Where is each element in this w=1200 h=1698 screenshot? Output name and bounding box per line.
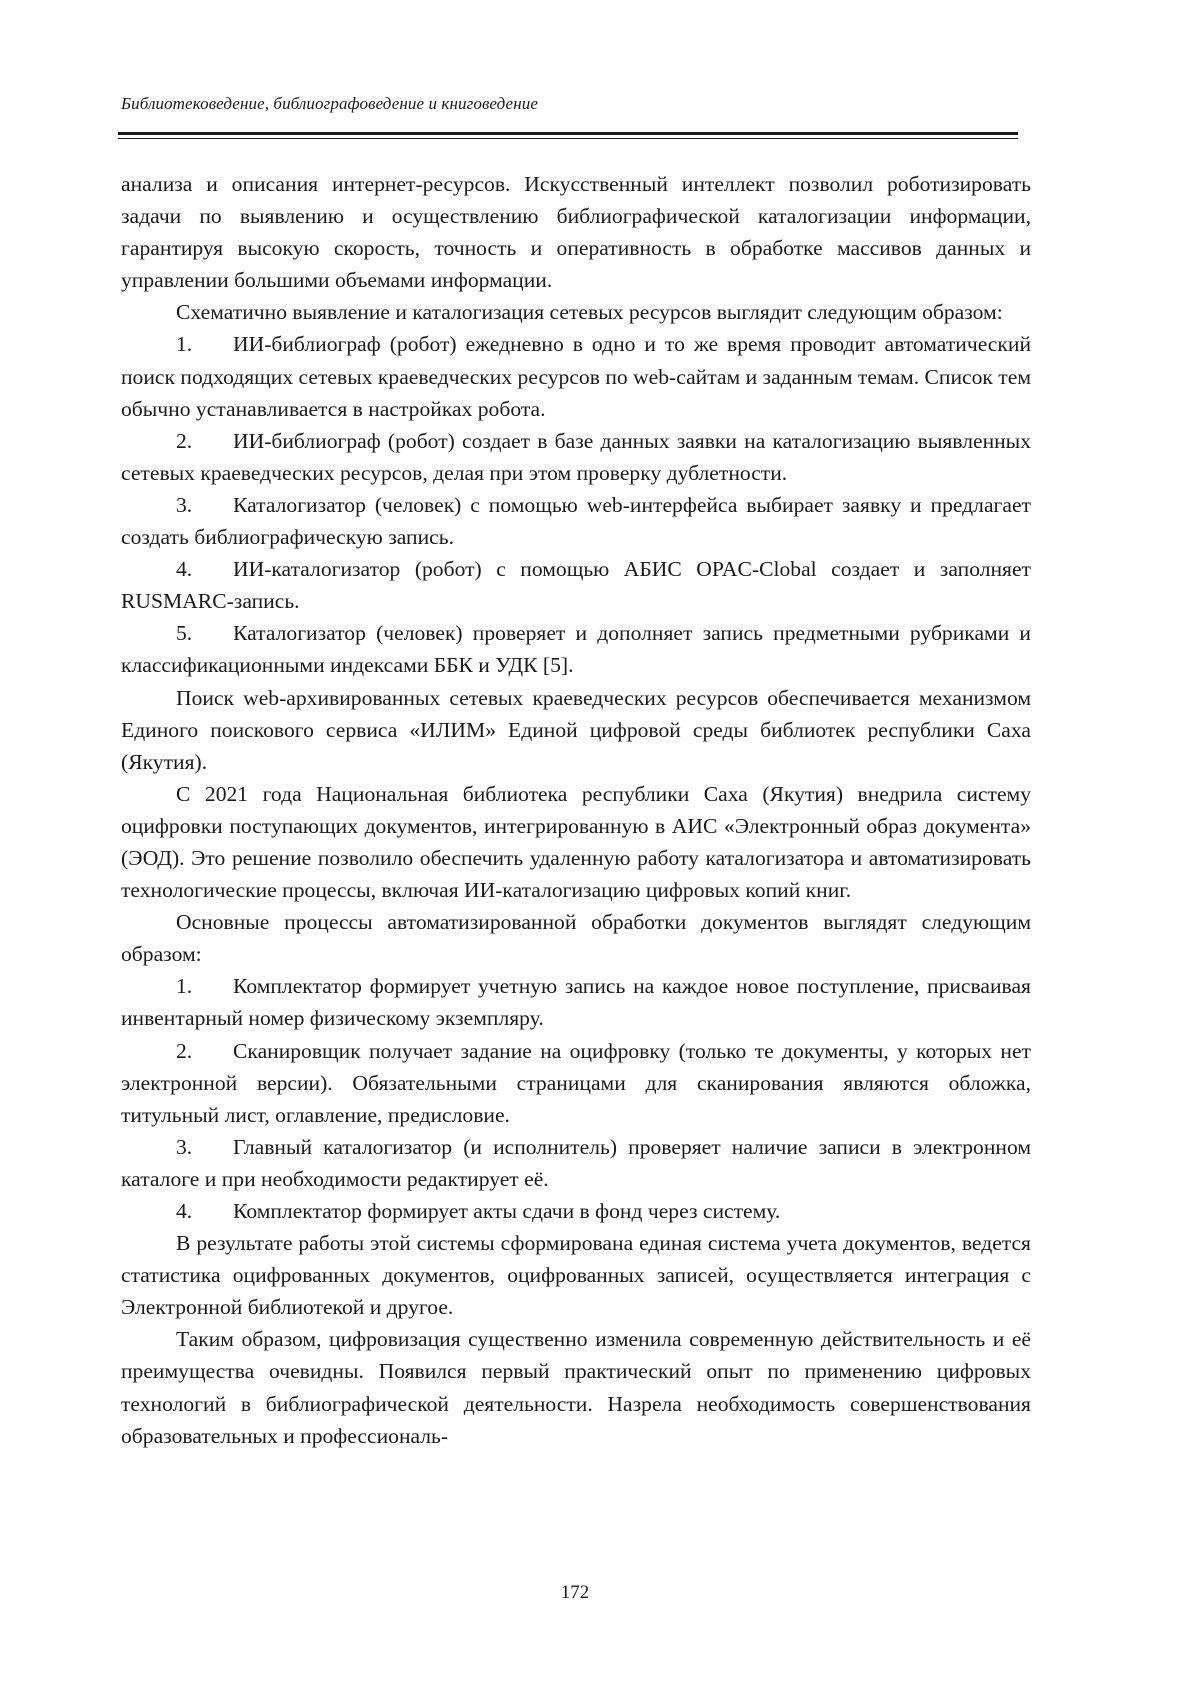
list-text: Главный каталогизатор (и исполнитель) проверяет наличие записи в электронном каталоге и при необходимости редактирует её. bbox=[121, 1134, 1031, 1191]
list-number: 4. bbox=[176, 557, 193, 582]
list1-item-2 bbox=[121, 425, 1031, 489]
list-number: 3. bbox=[176, 492, 193, 517]
page-number: 172 bbox=[560, 1582, 590, 1603]
list-number: 3. bbox=[176, 1134, 193, 1159]
paragraph-6: В результате работы этой системы сформирована единая система учета документов, ведется статистика оцифрованных документов, оцифрованных записей, осуществляется интеграция с Электронной библиотекой и другое. bbox=[121, 1231, 1031, 1320]
paragraph-5: Основные процессы автоматизированной обработки документов выглядят следующим образом: bbox=[121, 910, 1031, 967]
paragraph-1: анализа и описания интернет-ресурсов. Искусственный интеллект позволил роботизировать задачи по выявлению и осуществлению библиографической каталогизации информации, гарантируя высокую скорость, точность и оперативность в обработке массивов данных и управлении большими объемами информации. bbox=[121, 172, 1031, 293]
running-head: Библиотековедение, библиографоведение и книговедение bbox=[121, 94, 538, 113]
list-number: 5. bbox=[176, 621, 193, 646]
list-text: Комплектатор формирует акты сдачи в фонд через систему. bbox=[233, 1199, 781, 1223]
paragraph-3: Поиск web-архивированных сетевых краеведческих ресурсов обеспечивается механизмом Единого поискового сервиса «ИЛИМ» Единой цифровой среды библиотек республики Саха (Якутия). bbox=[121, 685, 1031, 774]
paragraph-4: С 2021 года Национальная библиотека республики Саха (Якутия) внедрила систему оцифровки поступающих документов, интегрированную в АИС «Электронный образ документа» (ЭОД). Это решение позволило обеспечить удаленную работу каталогизатора и автоматизировать технологические процессы, включая ИИ-каталогизацию цифровых копий книг. bbox=[121, 781, 1031, 903]
header-rule-thin bbox=[118, 138, 1018, 139]
paragraph-2: Схематично выявление и каталогизация сетевых ресурсов выглядит следующим образом: bbox=[176, 300, 1003, 325]
list2-item-2 bbox=[121, 1035, 1031, 1131]
list2-item-1 bbox=[121, 970, 1031, 1034]
list-number: 4. bbox=[176, 1199, 193, 1223]
list-text: ИИ-каталогизатор (робот) с помощью АБИС OPAC-Clobal создает и заполняет RUSMARC-запись. bbox=[121, 557, 1031, 614]
list-text: Каталогизатор (человек) с помощью web-интерфейса выбирает заявку и предлагает создать библиографическую запись. bbox=[121, 492, 1031, 550]
list-text: ИИ-библиограф (робот) ежедневно в одно и то же время проводит автоматический поиск подходящих сетевых краеведческих ресурсов по web-сайтам и заданным темам. Список тем обычно устанавливается в настройках робота. bbox=[121, 332, 1031, 421]
list-text: Комплектатор формирует учетную запись на каждое новое поступление, присваивая инвентарный номер физическому экземпляру. bbox=[121, 974, 1031, 1031]
list1-item-4 bbox=[121, 553, 1031, 617]
list-number: 1. bbox=[176, 974, 193, 999]
list1-item-3 bbox=[121, 489, 1031, 553]
list-text: ИИ-библиограф (робот) создает в базе данных заявки на каталогизацию выявленных сетевых краеведческих ресурсов, делая при этом проверку дублетности. bbox=[121, 428, 1031, 485]
list1-item-1 bbox=[121, 328, 1031, 424]
list2-item-3 bbox=[121, 1131, 1031, 1195]
list-text: Сканировщик получает задание на оцифровку (только те документы, у которых нет электронной версии). Обязательными страницами для сканирования являются обложка, титульный лист, оглавление, предисловие. bbox=[121, 1038, 1031, 1127]
body-text bbox=[121, 168, 1031, 1452]
paragraph-7: Таким образом, цифровизация существенно изменила современную действительность и её преимущества очевидны. Появился первый практический опыт по применению цифровых технологий в библиографической деятельности. Назрела необходимость совершенствования образовательных и профессиональ- bbox=[121, 1327, 1031, 1448]
list1-item-5 bbox=[121, 617, 1031, 681]
list-number: 2. bbox=[176, 428, 193, 453]
list-number: 1. bbox=[176, 332, 193, 357]
list2-item-4 bbox=[121, 1195, 1031, 1227]
header-rule-thick bbox=[118, 132, 1018, 135]
list-text: Каталогизатор (человек) проверяет и дополняет запись предметными рубриками и классификационными индексами ББК и УДК [5]. bbox=[121, 621, 1031, 678]
list-number: 2. bbox=[176, 1038, 193, 1063]
